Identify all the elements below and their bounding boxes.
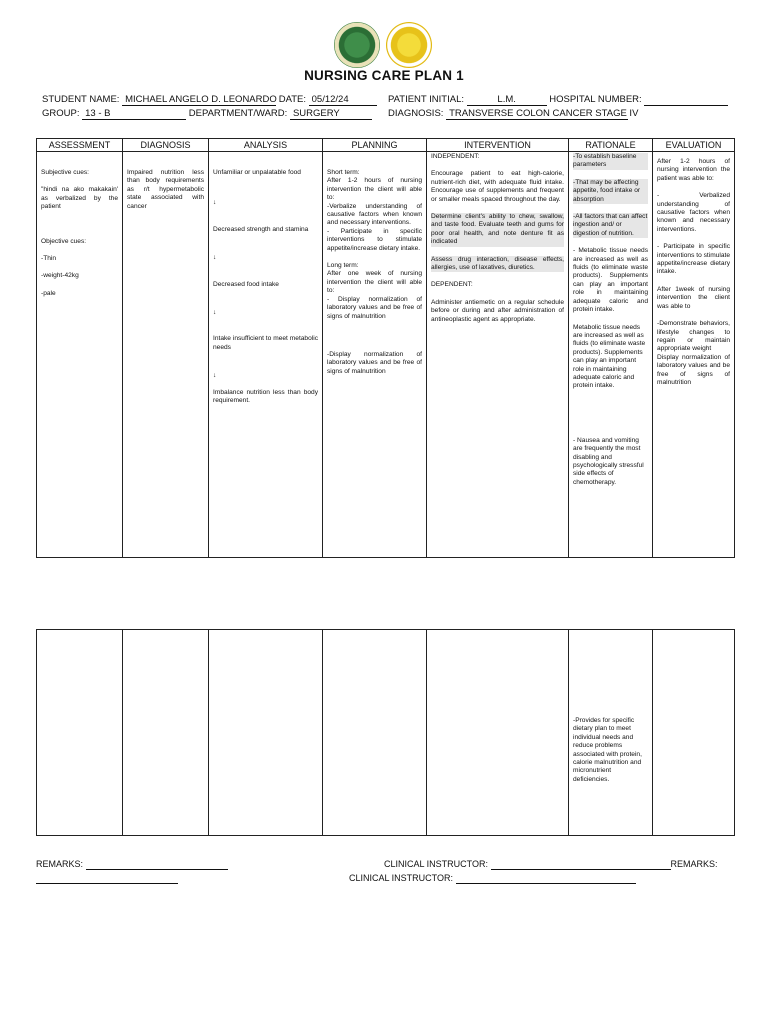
assessment-cell xyxy=(37,630,123,836)
down-arrow-icon: ↓ xyxy=(213,199,217,207)
intervention-cell: INDEPENDENT: Encourage patient to eat high-calorie, nutrient-rich diet, with adequate fluid intake. Encourage use of supplements and frequent or smaller meals spaced throughout the day. Determine client's ability to chew, swallow, and taste food. Evaluate teeth and gums for poor oral health, and note denture fit as indicated Assess drug interaction, disease effects, allergies, use of laxatives, diuretics. DEPENDENT: Administer antiemetic on a regular schedule before or during and after administration of antineoplastic agent as appropriate. xyxy=(427,152,569,558)
remarks2-blank-line xyxy=(36,873,178,884)
student-name-line: STUDENT NAME: MICHAEL ANGELO D. LEONARDO DATE: 05/12/24 xyxy=(42,94,377,106)
planning-cell xyxy=(323,630,427,836)
rationale-cell: -To establish baseline parameters -That may be affecting appetite, food intake or absorption -All factors that can affect ingestion and/ or digestion of nutrition. - Metabolic tissue needs are increased as well as fluids (to eliminate waste products). Supplements can play an important role in maintaining adequate caloric and protein intake. Metabolic tissue needs are increased as well as fluids (to eliminate waste products). Supplements can play an important role in maintaining adequate caloric and protein intake. - Nausea and vomiting are frequently the most disabling and psychologically stressful side effects of chemotherapy. xyxy=(569,152,653,558)
column-header: INTERVENTION xyxy=(427,139,569,152)
evaluation-cell xyxy=(653,630,735,836)
planning-cell: Short term: After 1-2 hours of nursing intervention the client will able to: -Verbalize understanding of causative factors when known and necessary interventions. - Participate in specific interventions to stimulate appetite/increase dietary intake. Long term: After one week of nursing intervention the client will able to: - Display normalization of laboratory values and be free of signs of malnutrition -Display normalization of laboratory values and be free of signs of malnutrition xyxy=(323,152,427,558)
page-title: NURSING CARE PLAN 1 xyxy=(304,68,464,83)
care-plan-table xyxy=(36,138,735,558)
remarks-blank xyxy=(86,859,228,870)
evaluation-cell: After 1-2 hours of nursing intervention the patient was able to: - Verbalized understanding of causative factors when known and necessary interventions. - Participate in specific interventions to stimulate appetite/increase dietary intake. After 1week of nursing intervention the client was able to -Demonstrate behaviors, lifestyle changes to regain or maintain appropriate weight Display normalization of laboratory values and be free of signs of malnutrition xyxy=(653,152,735,558)
date-value: 05/12/24 xyxy=(309,95,377,106)
analysis-cell: Unfamiliar or unpalatable food ↓ Decreased strength and stamina ↓ Decreased food intake ↓ Intake insufficient to meet metabolic needs ↓ Imbalance nutrition less than body requirement. xyxy=(209,152,323,558)
instructor-line: CLINICAL INSTRUCTOR: REMARKS: xyxy=(384,859,718,869)
college-seal-icon xyxy=(386,22,432,68)
instructor2-line: CLINICAL INSTRUCTOR: xyxy=(349,873,636,884)
diagnosis-value: TRANSVERSE COLON CANCER STAGE IV xyxy=(446,109,628,120)
column-header: PLANNING xyxy=(323,139,427,152)
rationale-cell: -Provides for specific dietary plan to meet individual needs and reduce problems associated with protein, calorie malnutrition and micronutrient deficiencies. xyxy=(569,630,653,836)
university-seal-icon xyxy=(334,22,380,68)
column-header: ANALYSIS xyxy=(209,139,323,152)
patient-initial-value: L.M. xyxy=(467,95,547,106)
care-plan-continuation-table xyxy=(36,629,735,836)
hospital-number-blank xyxy=(644,94,728,106)
instructor2-blank xyxy=(456,873,636,884)
column-header: DIAGNOSIS xyxy=(123,139,209,152)
down-arrow-icon: ↓ xyxy=(213,372,217,380)
student-name-value: MICHAEL ANGELO D. LEONARDO xyxy=(122,95,276,106)
group-line: GROUP: 13 - B DEPARTMENT/WARD: SURGERY xyxy=(42,108,372,120)
column-header: RATIONALE xyxy=(569,139,653,152)
instructor-blank xyxy=(491,859,671,870)
column-header: ASSESSMENT xyxy=(37,139,123,152)
group-value: 13 - B xyxy=(82,109,186,120)
patient-initial-line: PATIENT INITIAL: L.M. HOSPITAL NUMBER: xyxy=(388,94,728,106)
diagnosis-line: DIAGNOSIS: TRANSVERSE COLON CANCER STAGE IV xyxy=(388,108,639,119)
department-value: SURGERY xyxy=(290,109,372,120)
table-row xyxy=(37,152,735,558)
remarks-line: REMARKS: xyxy=(36,859,228,870)
table-row xyxy=(37,630,735,836)
diagnosis-cell: Impaired nutrition less than body requirements as r/t hypermetabolic state associated with cancer xyxy=(123,152,209,558)
analysis-cell xyxy=(209,630,323,836)
column-header: EVALUATION xyxy=(653,139,735,152)
diagnosis-cell xyxy=(123,630,209,836)
down-arrow-icon: ↓ xyxy=(213,254,217,262)
remarks2-blank xyxy=(36,873,178,884)
table-header-row xyxy=(37,139,735,152)
down-arrow-icon: ↓ xyxy=(213,309,217,317)
intervention-cell xyxy=(427,630,569,836)
assessment-cell: Subjective cues: "hindi na ako makakain' as verbalized by the patient Objective cues: -Thin -weight-42kg -pale xyxy=(37,152,123,558)
school-logos xyxy=(330,22,440,68)
